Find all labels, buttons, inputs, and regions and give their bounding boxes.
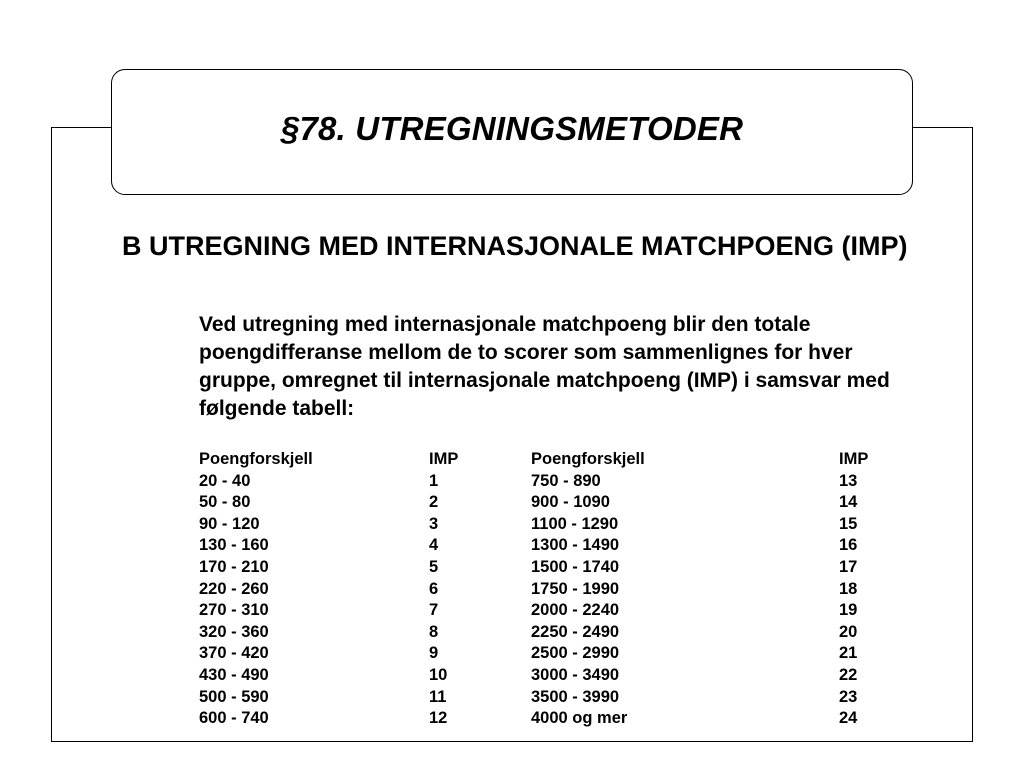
table-cell: 13 bbox=[839, 471, 858, 490]
table-cell: 900 - 1090 bbox=[531, 493, 610, 512]
table-row bbox=[199, 492, 899, 514]
table-cell: 3500 - 3990 bbox=[531, 687, 620, 706]
table-cell: 14 bbox=[839, 493, 858, 512]
table-cell: 1300 - 1490 bbox=[531, 536, 620, 555]
slide-title: §78. UTREGNINGSMETODER bbox=[280, 110, 744, 147]
table-cell: 18 bbox=[839, 579, 858, 598]
table-cell: 1750 - 1990 bbox=[531, 579, 620, 598]
imp-table bbox=[199, 449, 899, 730]
table-cell: 6 bbox=[429, 579, 439, 598]
table-cell: 24 bbox=[839, 709, 858, 728]
table-cell: 7 bbox=[429, 601, 439, 620]
section-heading: B UTREGNING MED INTERNASJONALE MATCHPOENG (IMP) bbox=[122, 231, 908, 261]
title-box bbox=[111, 69, 913, 195]
frame-top-right-line bbox=[913, 127, 973, 128]
table-cell: 90 - 120 bbox=[199, 514, 260, 533]
table-cell: 500 - 590 bbox=[199, 687, 269, 706]
table-cell: 22 bbox=[839, 665, 858, 684]
table-cell: 750 - 890 bbox=[531, 471, 601, 490]
table-cell: 170 - 210 bbox=[199, 557, 269, 576]
table-row bbox=[199, 579, 899, 601]
table-cell: 130 - 160 bbox=[199, 536, 269, 555]
table-cell: 4000 og mer bbox=[531, 709, 628, 728]
table-cell: 600 - 740 bbox=[199, 709, 269, 728]
table-header-row bbox=[199, 449, 899, 471]
table-cell: 430 - 490 bbox=[199, 665, 269, 684]
table-cell: 3 bbox=[429, 514, 439, 533]
frame-top-left-line bbox=[51, 127, 111, 128]
table-cell: 16 bbox=[839, 536, 858, 555]
table-cell: 20 - 40 bbox=[199, 471, 251, 490]
table-cell: 12 bbox=[429, 709, 448, 728]
table-row bbox=[199, 643, 899, 665]
table-cell: 3000 - 3490 bbox=[531, 665, 620, 684]
table-cell: 1500 - 1740 bbox=[531, 557, 620, 576]
table-cell: 370 - 420 bbox=[199, 644, 269, 663]
table-row bbox=[199, 600, 899, 622]
table-cell: 2250 - 2490 bbox=[531, 622, 620, 641]
frame-left-line bbox=[51, 127, 52, 742]
frame-bottom-line bbox=[51, 741, 973, 742]
table-cell: 270 - 310 bbox=[199, 601, 269, 620]
table-cell: 21 bbox=[839, 644, 858, 663]
table-cell: 2000 - 2240 bbox=[531, 601, 620, 620]
table-row bbox=[199, 665, 899, 687]
table-row bbox=[199, 514, 899, 536]
table-cell: 11 bbox=[429, 687, 447, 706]
table-cell: 19 bbox=[839, 601, 858, 620]
table-row bbox=[199, 535, 899, 557]
table-cell: 8 bbox=[429, 622, 439, 641]
table-row bbox=[199, 708, 899, 730]
table-cell: 23 bbox=[839, 687, 858, 706]
header-poengforskjell-1: Poengforskjell bbox=[199, 450, 313, 468]
table-cell: 5 bbox=[429, 557, 439, 576]
table-cell: 220 - 260 bbox=[199, 579, 269, 598]
table-cell: 2 bbox=[429, 493, 439, 512]
table-cell: 10 bbox=[429, 665, 448, 684]
table-cell: 1100 - 1290 bbox=[531, 514, 619, 533]
table-cell: 50 - 80 bbox=[199, 493, 251, 512]
table-row bbox=[199, 471, 899, 493]
table-cell: 9 bbox=[429, 644, 439, 663]
table-cell: 320 - 360 bbox=[199, 622, 269, 641]
table-cell: 15 bbox=[839, 514, 858, 533]
intro-paragraph: Ved utregning med internasjonale matchpoeng blir den totale poengdifferanse mellom de to scorer som sammenlignes for hver gruppe, omregnet til internasjonale matchpoeng (IMP) i samsvar med følgende tabell: bbox=[199, 313, 890, 420]
table-cell: 2500 - 2990 bbox=[531, 644, 620, 663]
table-row bbox=[199, 557, 899, 579]
header-imp-1: IMP bbox=[429, 450, 459, 468]
table-cell: 20 bbox=[839, 622, 858, 641]
header-imp-2: IMP bbox=[839, 450, 869, 468]
table-cell: 4 bbox=[429, 536, 439, 555]
table-cell: 1 bbox=[429, 471, 439, 490]
header-poengforskjell-2: Poengforskjell bbox=[531, 450, 645, 468]
table-row bbox=[199, 622, 899, 644]
table-row bbox=[199, 687, 899, 709]
frame-right-line bbox=[972, 127, 973, 742]
table-cell: 17 bbox=[839, 557, 858, 576]
